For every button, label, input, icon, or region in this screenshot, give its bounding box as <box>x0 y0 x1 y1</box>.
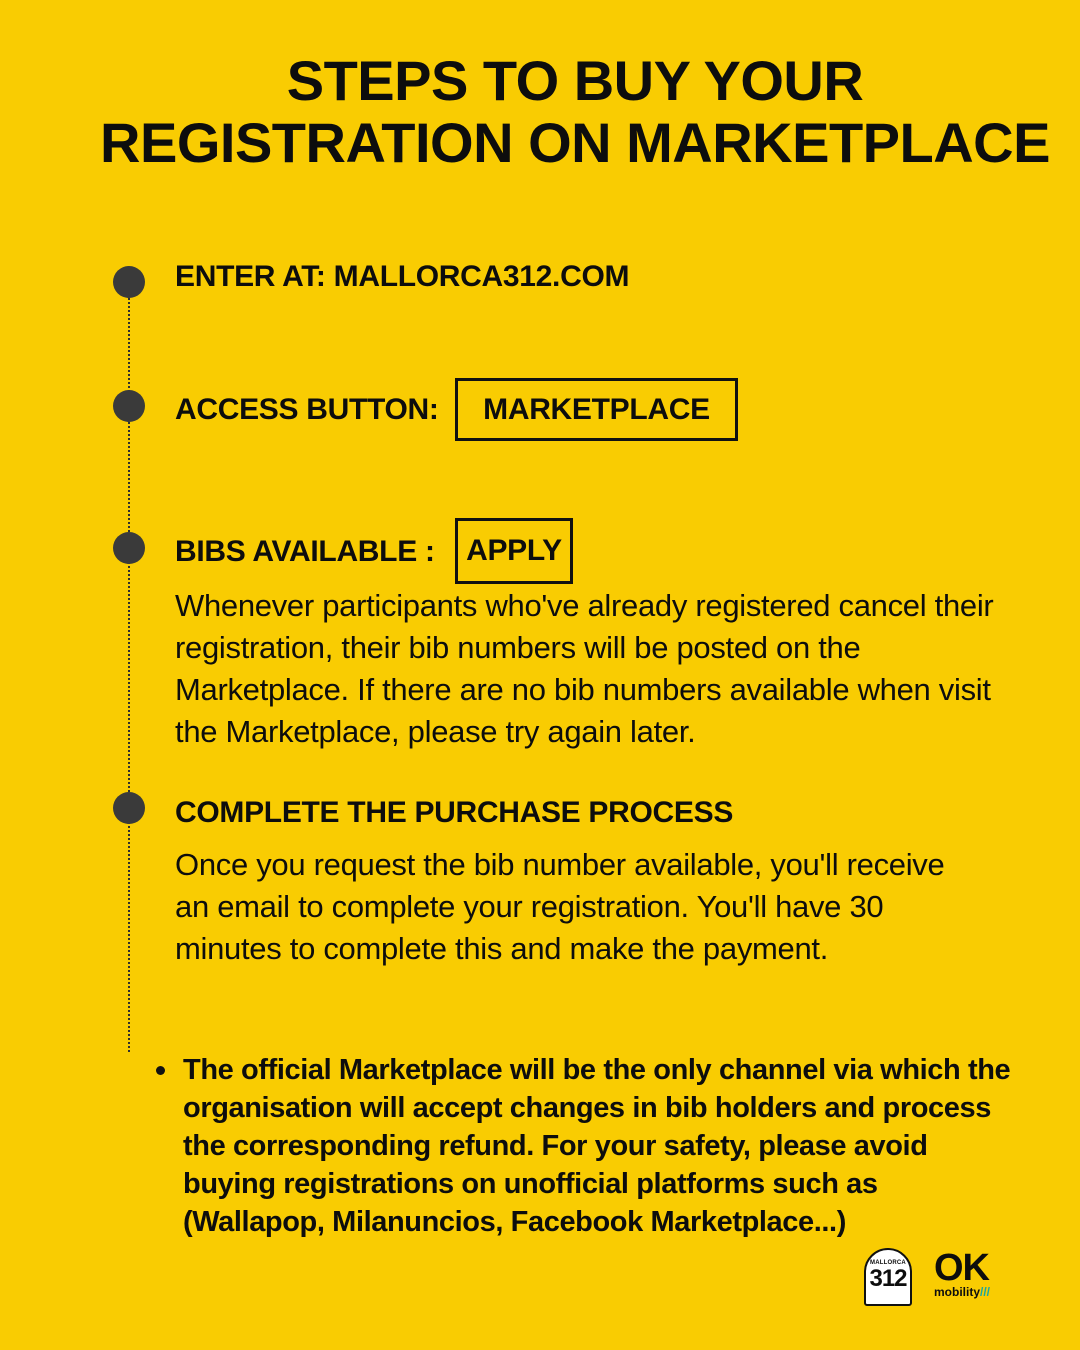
mallorca-312-logo <box>864 1248 912 1306</box>
note-bullet <box>156 1066 165 1075</box>
step-3-description: Whenever participants who've already registered cancel their registration, their bib numbers will be posted on the Marketplace. If there are no bib numbers available when visit the Marketplace, please try again later. <box>175 588 994 749</box>
step-4-dot <box>113 792 145 824</box>
mallorca-logo-number: 312 <box>869 1265 907 1292</box>
safety-note: The official Marketplace will be the only channel via which the organisation will accept changes in bib holders and process the corresponding refund. For your safety, please avoid buying registrations on unofficial platforms such as (Wallapop, Milanuncios, Facebook Marketplace...) <box>183 1054 1011 1238</box>
ok-logo-sub-text: mobility <box>934 1285 981 1299</box>
title-line-1: STEPS TO BUY YOUR <box>286 49 864 112</box>
ok-mobility-logo <box>934 1247 1014 1299</box>
ok-logo-slashes: /// <box>980 1285 991 1299</box>
title-line-2: REGISTRATION ON MARKETPLACE <box>100 111 1050 174</box>
ok-logo-main: OK <box>934 1247 989 1289</box>
step-1-heading: ENTER AT: MALLORCA312.COM <box>175 260 630 293</box>
step-2-heading: ACCESS BUTTON: <box>175 393 439 426</box>
step-3-heading: BIBS AVAILABLE : <box>175 535 435 568</box>
step-4-heading: COMPLETE THE PURCHASE PROCESS <box>175 796 734 829</box>
marketplace-button[interactable]: MARKETPLACE <box>455 378 738 441</box>
step-4-description: Once you request the bib number available, you'll receive an email to complete your registration. You'll have 30 minutes to complete this and make the payment. <box>175 847 945 966</box>
page-title <box>70 50 1080 174</box>
mallorca-logo-small-text: MALLORCA <box>870 1260 906 1266</box>
apply-button[interactable]: APPLY <box>455 518 573 584</box>
step-2-dot <box>113 390 145 422</box>
step-1-dot <box>113 266 145 298</box>
step-3-dot <box>113 532 145 564</box>
ok-logo-sub <box>934 1286 1014 1298</box>
